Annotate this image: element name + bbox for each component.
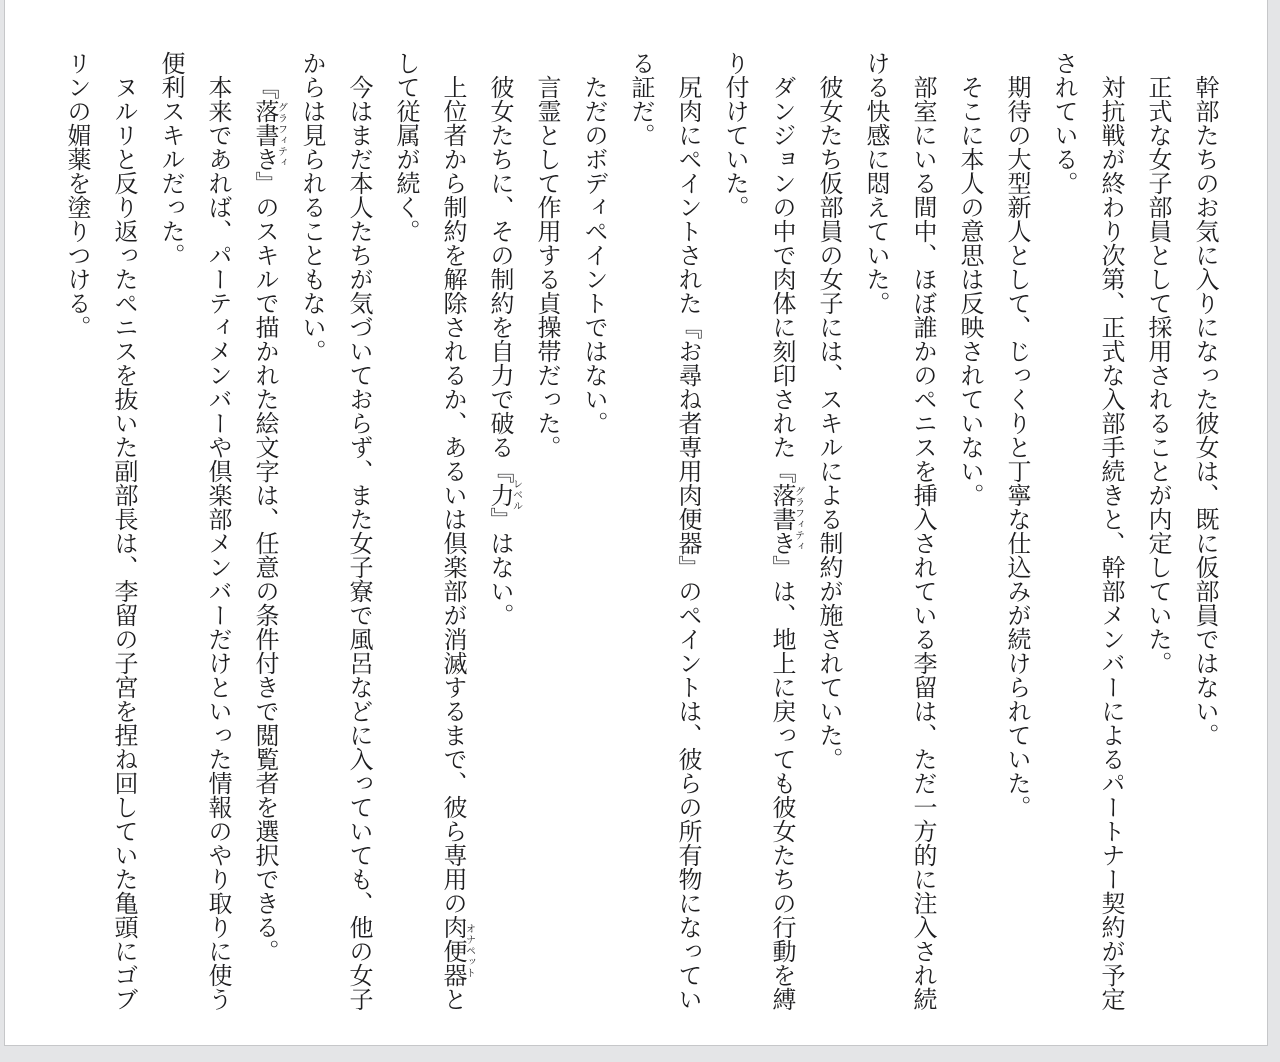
ruby-annotated-word: 力レベル [486,478,522,512]
ruby-annotated-word: 肉便器オナペット [439,915,475,987]
text-line: 幹部たちのお気に入りになった彼女は、既に仮部員ではない。 [1191,75,1217,747]
text-line: 本来であれば、パーティメンバーや倶楽部メンバーだけといった情報のやり取りに使う [204,75,230,1011]
furigana: オナペット [463,915,475,987]
text-line: ける快感に悶えていた。 [862,51,888,315]
text-line: 今はまだ本人たちが気づいておらず、また女子寮で風呂などに入っていても、他の女子 [345,75,371,1011]
text-line: 正式な女子部員として採用されることが内定していた。 [1144,75,1170,675]
furigana: グラフィティ [792,483,804,555]
ruby-annotated-word: 落書きグラフィティ [768,483,804,555]
text-line: ただのボディペイントではない。 [580,75,606,435]
text-line: 便利スキルだった。 [157,51,183,267]
text-line: ヌルリと反り返ったペニスを抜いた副部長は、李留の子宮を捏ね回していた亀頭にゴブ [110,75,136,1011]
text-line: 言霊として作用する貞操帯だった。 [533,75,559,459]
text-line: からは見られることもない。 [298,51,324,363]
text-line: り付けていた。 [721,51,747,219]
text-line: 対抗戦が終わり次第、正式な入部手続きと、幹部メンバーによるパートナー契約が予定 [1097,75,1123,1011]
furigana: レベル [510,478,522,512]
text-line: ダンジョンの中で肉体に刻印された『落書きグラフィティ』は、地上に戻っても彼女たちの行動を縛 [768,75,804,1011]
text-line: 『落書きグラフィティ』のスキルで描かれた絵文字は、任意の条件付きで閲覧者を選択できる。 [251,75,287,963]
text-line: されている。 [1050,51,1076,195]
text-line: 尻肉にペイントされた『お尋ね者専用肉便器』のペイントは、彼らの所有物になってい [674,75,700,1011]
text-line: 上位者から制約を解除されるか、あるいは倶楽部が消滅するまで、彼ら専用の肉便器オナペットと [439,75,475,1011]
text-line: 彼女たちに、その制約を自力で破る『力レベル』はない。 [486,75,522,627]
ruby-annotated-word: 落書きグラフィティ [251,99,287,171]
text-line: 部室にいる間中、ほぼ誰かのペニスを挿入されている李留は、ただ一方的に注入され続 [909,75,935,1011]
text-line: る証だ。 [627,51,653,147]
furigana: グラフィティ [275,99,287,171]
text-line: 彼女たち仮部員の女子には、スキルによる制約が施されていた。 [815,75,841,771]
text-line: リンの媚薬を塗りつける。 [63,51,89,339]
vertical-text-block [52,51,1227,1041]
text-line: そこに本人の意思は反映されていない。 [956,75,982,507]
text-line: 期待の大型新人として、じっくりと丁寧な仕込みが続けられていた。 [1003,75,1029,819]
text-line: して従属が続く。 [392,51,418,243]
